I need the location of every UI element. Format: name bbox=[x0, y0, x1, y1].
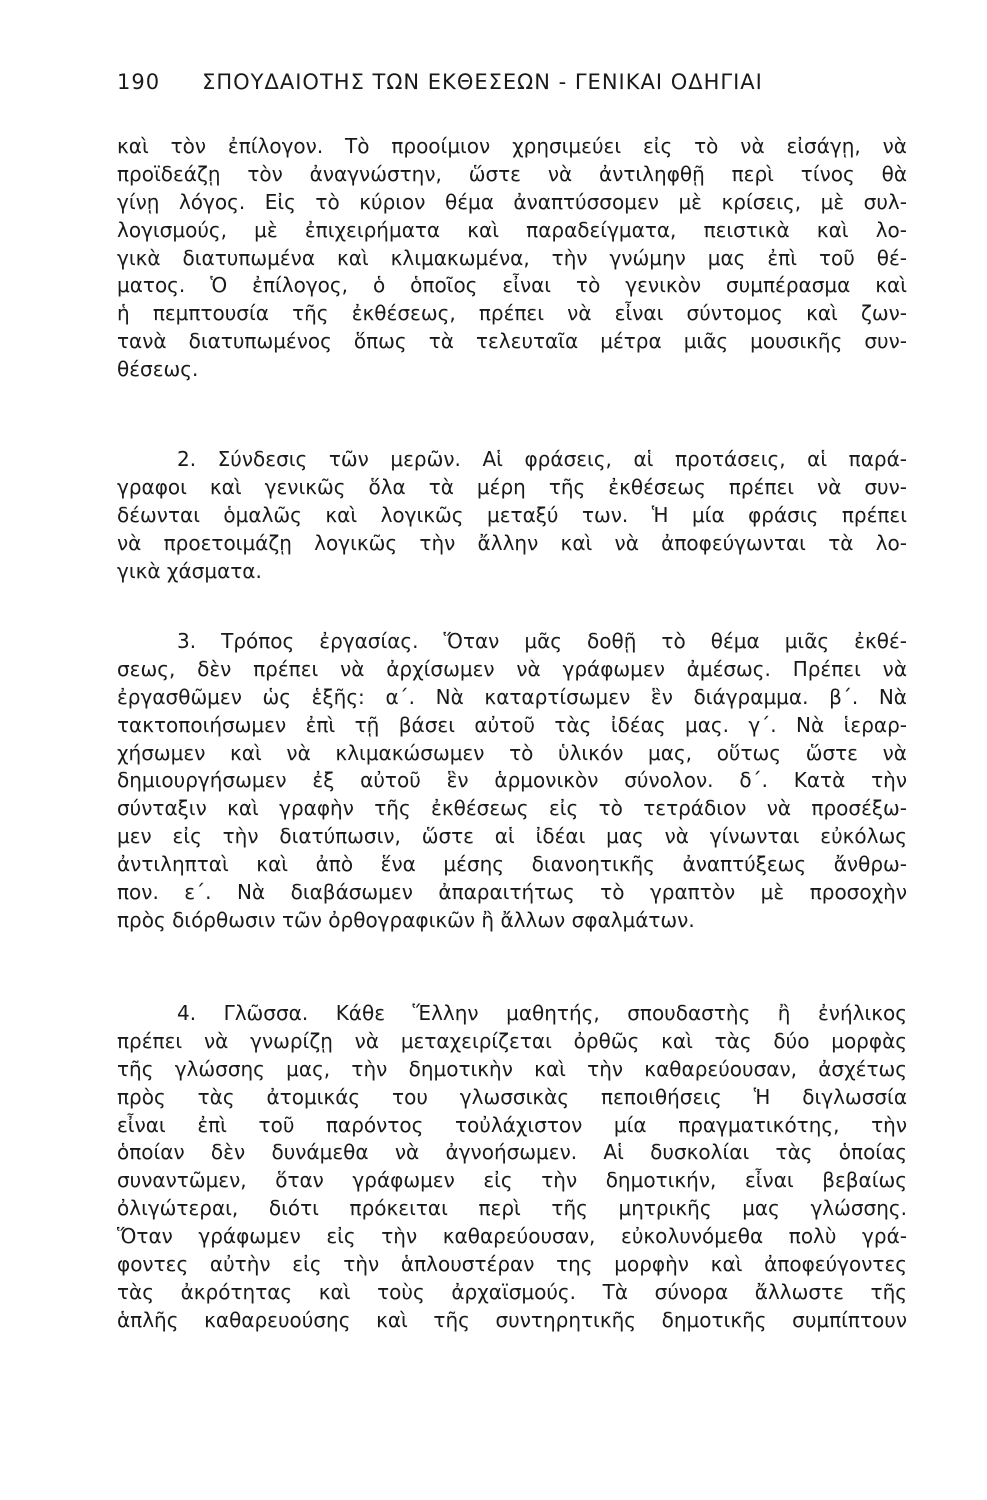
text-line: σεως, δὲν πρέπει νὰ ἀρχίσωμεν νὰ γράφωμεν ἀμέσως. Πρέπει νὰ bbox=[117, 656, 907, 681]
text-line: γραφοι καὶ γενικῶς ὅλα τὰ μέρη τῆς ἐκθέσεως πρέπει νὰ συν- bbox=[117, 474, 907, 499]
text-line: θέσεως. bbox=[117, 357, 199, 382]
text-line: τανὰ διατυπωμένος ὅπως τὰ τελευταῖα μέτρα μιᾶς μουσικῆς συν- bbox=[117, 329, 907, 354]
paragraph-4 bbox=[117, 1000, 907, 1335]
paragraph-2 bbox=[117, 446, 907, 585]
text-line: γίνῃ λόγος. Εἰς τὸ κύριον θέμα ἀναπτύσσομεν μὲ κρίσεις, μὲ συλ- bbox=[117, 189, 907, 214]
text-line: Ὅταν γράφωμεν εἰς τὴν καθαρεύουσαν, εὐκολυνόμεθα πολὺ γρά- bbox=[117, 1224, 907, 1249]
text-line: δέωνται ὁμαλῶς καὶ λογικῶς μεταξύ των. Ἡ μία φράσις πρέπει bbox=[117, 502, 907, 527]
text-line: πον. ε΄. Νὰ διαβάσωμεν ἀπαραιτήτως τὸ γραπτὸν μὲ προσοχὴν bbox=[117, 880, 907, 905]
text-line: ὁποίαν δὲν δυνάμεθα νὰ ἀγνοήσωμεν. Αἱ δυσκολίαι τὰς ὁποίας bbox=[117, 1140, 907, 1165]
text-line: τὰς ἀκρότητας καὶ τοὺς ἀρχαϊσμούς. Τὰ σύνορα ἄλλωστε τῆς bbox=[117, 1279, 907, 1304]
text-line: τακτοποιήσωμεν ἐπὶ τῇ βάσει αὐτοῦ τὰς ἰδέας μας. γ΄. Νὰ ἱεραρ- bbox=[117, 712, 907, 737]
text-line: γικὰ χάσματα. bbox=[117, 558, 262, 583]
text-line: ἁπλῆς καθαρευούσης καὶ τῆς συντηρητικῆς δημοτικῆς συμπίπτουν bbox=[117, 1307, 907, 1332]
paragraph-3 bbox=[117, 628, 907, 935]
text-line: καὶ τὸν ἐπίλογον. Τὸ προοίμιον χρησιμεύει εἰς τὸ νὰ εἰσάγῃ, νὰ bbox=[117, 134, 907, 158]
text-line: εἶναι ἐπὶ τοῦ παρόντος τοὐλάχιστον μία πραγματικότης, τὴν bbox=[117, 1112, 907, 1137]
text-line: 2. Σύνδεσις τῶν μερῶν. Αἱ φράσεις, αἱ προτάσεις, αἱ παρά- bbox=[177, 447, 907, 471]
text-line: συναντῶμεν, ὅταν γράφωμεν εἰς τὴν δημοτικήν, εἶναι βεβαίως bbox=[117, 1168, 907, 1193]
text-line: φοντες αὐτὴν εἰς τὴν ἁπλουστέραν της μορφὴν καὶ ἀποφεύγοντες bbox=[117, 1252, 907, 1277]
running-title: ΣΠΟΥΔΑΙΟΤΗΣ ΤΩΝ ΕΚΘΕΣΕΩΝ - ΓΕΝΙΚΑΙ ΟΔΗΓΙΑΙ bbox=[202, 70, 763, 94]
text-line: μεν εἰς τὴν διατύπωσιν, ὥστε αἱ ἰδέαι μας νὰ γίνωνται εὐκόλως bbox=[117, 824, 907, 849]
text-line: προϊδεάζῃ τὸν ἀναγνώστην, ὥστε νὰ ἀντιληφθῇ περὶ τίνος θὰ bbox=[117, 161, 907, 186]
text-line: πρέπει νὰ γνωρίζῃ νὰ μεταχειρίζεται ὀρθῶς καὶ τὰς δύο μορφὰς bbox=[117, 1028, 907, 1053]
text-line: ἡ πεμπτουσία τῆς ἐκθέσεως, πρέπει νὰ εἶναι σύντομος καὶ ζων- bbox=[117, 301, 907, 326]
text-line: 4. Γλῶσσα. Κάθε Ἕλλην μαθητής, σπουδαστὴς ἢ ἐνήλικος bbox=[177, 1001, 907, 1025]
text-line: λογισμούς, μὲ ἐπιχειρήματα καὶ παραδείγματα, πειστικὰ καὶ λο- bbox=[117, 217, 907, 242]
text-line: νὰ προετοιμάζῃ λογικῶς τὴν ἄλλην καὶ νὰ ἀποφεύγωνται τὰ λο- bbox=[117, 530, 907, 555]
text-line: χήσωμεν καὶ νὰ κλιμακώσωμεν τὸ ὑλικόν μας, οὕτως ὥστε νὰ bbox=[117, 740, 907, 765]
text-line: τῆς γλώσσης μας, τὴν δημοτικὴν καὶ τὴν καθαρεύουσαν, ἀσχέτως bbox=[117, 1056, 907, 1081]
paragraph-1 bbox=[117, 133, 907, 384]
page-number: 190 bbox=[117, 70, 161, 94]
text-line: πρὸς διόρθωσιν τῶν ὀρθογραφικῶν ἢ ἄλλων σφαλμάτων. bbox=[117, 907, 695, 932]
text-line: ἀντιληπταὶ καὶ ἀπὸ ἕνα μέσης διανοητικῆς ἀναπτύξεως ἄνθρω- bbox=[117, 852, 907, 877]
text-line: ὀλιγώτεραι, διότι πρόκειται περὶ τῆς μητρικῆς μας γλώσσης. bbox=[117, 1196, 907, 1221]
text-line: πρὸς τὰς ἀτομικάς του γλωσσικὰς πεποιθήσεις Ἡ διγλωσσία bbox=[117, 1084, 907, 1109]
text-line: σύνταξιν καὶ γραφὴν τῆς ἐκθέσεως εἰς τὸ τετράδιον νὰ προσέξω- bbox=[117, 796, 907, 821]
text-line: δημιουργήσωμεν ἐξ αὐτοῦ ἓν ἁρμονικὸν σύνολον. δ΄. Κατὰ τὴν bbox=[117, 768, 907, 793]
text-line: ματος. Ὁ ἐπίλογος, ὁ ὁποῖος εἶναι τὸ γενικὸν συμπέρασμα καὶ bbox=[117, 273, 907, 298]
text-line: 3. Τρόπος ἐργασίας. Ὅταν μᾶς δοθῇ τὸ θέμα μιᾶς ἐκθέ- bbox=[177, 629, 907, 653]
text-line: γικὰ διατυπωμένα καὶ κλιμακωμένα, τὴν γνώμην μας ἐπὶ τοῦ θέ- bbox=[117, 245, 907, 270]
text-line: ἐργασθῶμεν ὡς ἑξῆς: α΄. Νὰ καταρτίσωμεν ἓν διάγραμμα. β΄. Νὰ bbox=[117, 684, 907, 709]
running-header bbox=[117, 70, 917, 94]
